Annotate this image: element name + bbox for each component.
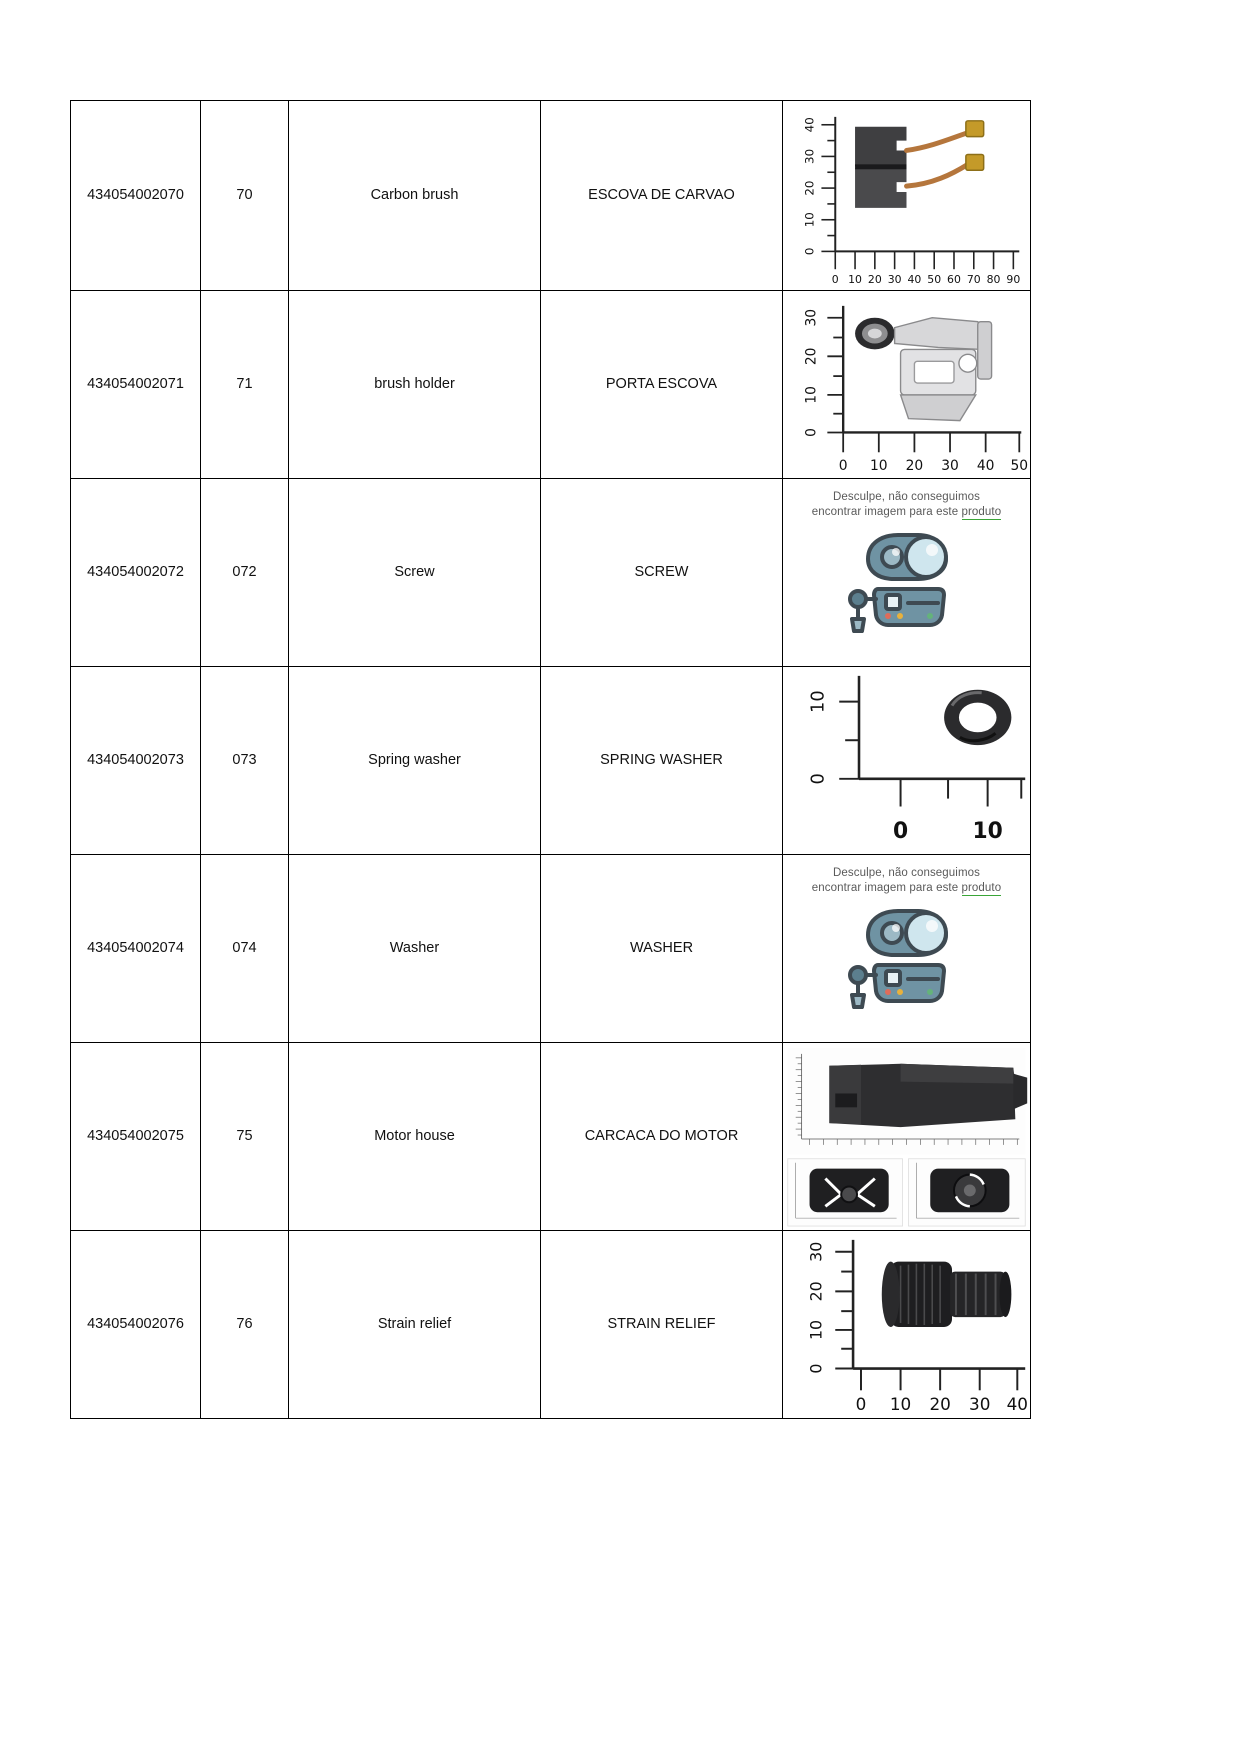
- svg-text:30: 30: [941, 457, 959, 474]
- cell-part-number: [71, 291, 201, 479]
- table-row: [71, 667, 1031, 855]
- cell-part-number: [71, 1231, 201, 1419]
- svg-text:20: 20: [803, 346, 820, 365]
- svg-text:10: 10: [802, 211, 817, 227]
- cell-index: [201, 291, 289, 479]
- robot-camera-icon: [842, 901, 972, 1013]
- svg-text:40: 40: [976, 457, 995, 474]
- ruler-figure: [783, 1232, 1030, 1418]
- cell-name-pt: [541, 1231, 783, 1419]
- cell-name-en: [289, 667, 541, 855]
- svg-text:0: 0: [855, 1393, 867, 1414]
- name-pt-text: PORTA ESCOVA: [605, 376, 718, 393]
- cell-index: [201, 1231, 289, 1419]
- svg-text:30: 30: [806, 1241, 826, 1262]
- name-pt-text: ESCOVA DE CARVAO: [588, 187, 735, 204]
- svg-text:10: 10: [807, 689, 829, 713]
- cell-index: [201, 1043, 289, 1231]
- part-number-text: 434054002076: [87, 1316, 184, 1333]
- cell-name-en: [289, 291, 541, 479]
- svg-text:0: 0: [803, 427, 820, 437]
- svg-text:0: 0: [802, 247, 817, 255]
- cell-image: [783, 1231, 1031, 1419]
- cell-part-number: [71, 667, 201, 855]
- spring-washer-photo: [783, 668, 1030, 854]
- placeholder-line2-prefix: encontrar imagem para este: [811, 882, 962, 895]
- placeholder-line2-prefix: encontrar imagem para este: [811, 506, 962, 519]
- strain-relief-photo: [783, 1232, 1030, 1418]
- part-number-text: 434054002071: [87, 376, 184, 393]
- index-text: 75: [236, 1128, 253, 1145]
- brush-holder-photo: [783, 292, 1030, 478]
- name-en-text: Screw: [394, 564, 435, 581]
- cell-name-pt: [541, 101, 783, 291]
- svg-text:0: 0: [831, 272, 839, 286]
- cell-image: [783, 479, 1031, 667]
- cell-name-pt: [541, 667, 783, 855]
- cell-index: [201, 667, 289, 855]
- cell-name-en: [289, 101, 541, 291]
- svg-text:50: 50: [927, 272, 942, 286]
- cell-name-en: [289, 855, 541, 1043]
- svg-text:50: 50: [1010, 457, 1029, 474]
- cell-index: [201, 101, 289, 291]
- svg-text:40: 40: [907, 272, 922, 286]
- motor-housing-photo: [783, 1044, 1030, 1230]
- no-image-placeholder: [783, 480, 1030, 666]
- name-pt-text: WASHER: [629, 940, 694, 957]
- cell-name-pt: [541, 855, 783, 1043]
- svg-text:0: 0: [807, 772, 829, 784]
- placeholder-message: [812, 490, 1001, 521]
- svg-text:30: 30: [887, 272, 902, 286]
- cell-part-number: [71, 1043, 201, 1231]
- cell-image: [783, 1043, 1031, 1231]
- svg-text:0: 0: [892, 818, 909, 844]
- placeholder-line1: Desculpe, não conseguimos: [833, 490, 980, 503]
- svg-text:30: 30: [803, 308, 820, 327]
- name-en-text: Strain relief: [377, 1316, 452, 1333]
- index-text: 072: [232, 564, 257, 581]
- parts-table: [70, 100, 1031, 1419]
- placeholder-product-link[interactable]: produto: [961, 506, 1002, 519]
- part-number-text: 434054002070: [87, 187, 184, 204]
- cell-name-pt: [541, 291, 783, 479]
- ruler-figure: [783, 292, 1030, 478]
- carbon-brush-photo: [783, 103, 1030, 289]
- cell-part-number: [71, 855, 201, 1043]
- table-row: [71, 855, 1031, 1043]
- cell-name-pt: [541, 1043, 783, 1231]
- cell-index: [201, 479, 289, 667]
- part-number-text: 434054002075: [87, 1128, 184, 1145]
- table-row: [71, 1043, 1031, 1231]
- cell-index: [201, 855, 289, 1043]
- svg-text:20: 20: [806, 1280, 826, 1301]
- cell-name-en: [289, 1043, 541, 1231]
- svg-text:40: 40: [802, 116, 817, 132]
- index-text: 76: [236, 1316, 253, 1333]
- index-text: 70: [236, 187, 253, 204]
- table-row: [71, 101, 1031, 291]
- svg-text:40: 40: [1006, 1393, 1028, 1414]
- svg-text:30: 30: [802, 148, 817, 164]
- svg-text:10: 10: [803, 385, 820, 404]
- cell-image: [783, 291, 1031, 479]
- table-row: [71, 291, 1031, 479]
- svg-text:10: 10: [972, 818, 1003, 844]
- name-en-text: Washer: [389, 940, 440, 957]
- ruler-figure: [783, 668, 1030, 854]
- svg-text:10: 10: [806, 1319, 826, 1340]
- ruler-figure: [783, 103, 1030, 289]
- svg-text:0: 0: [806, 1363, 826, 1374]
- svg-text:30: 30: [969, 1393, 991, 1414]
- svg-text:70: 70: [966, 272, 981, 286]
- name-en-text: Carbon brush: [370, 187, 459, 204]
- svg-text:20: 20: [802, 180, 817, 196]
- cell-name-en: [289, 1231, 541, 1419]
- index-text: 073: [232, 752, 257, 769]
- table-row: [71, 1231, 1031, 1419]
- svg-text:60: 60: [947, 272, 961, 286]
- placeholder-line1: Desculpe, não conseguimos: [833, 866, 980, 879]
- cell-image: [783, 101, 1031, 291]
- cell-name-pt: [541, 479, 783, 667]
- name-pt-text: SCREW: [634, 564, 689, 581]
- table-row: [71, 479, 1031, 667]
- part-number-text: 434054002072: [87, 564, 184, 581]
- cell-name-en: [289, 479, 541, 667]
- cell-part-number: [71, 101, 201, 291]
- svg-text:20: 20: [929, 1393, 951, 1414]
- index-text: 71: [236, 376, 253, 393]
- name-en-text: Motor house: [374, 1128, 455, 1145]
- index-text: 074: [232, 940, 257, 957]
- placeholder-message: [812, 866, 1001, 897]
- name-pt-text: SPRING WASHER: [600, 752, 723, 769]
- svg-text:10: 10: [869, 457, 888, 474]
- svg-text:0: 0: [838, 457, 848, 474]
- robot-camera-icon: [842, 525, 972, 637]
- svg-text:90: 90: [1006, 272, 1021, 286]
- placeholder-product-link[interactable]: produto: [961, 882, 1002, 895]
- no-image-placeholder: [783, 856, 1030, 1042]
- cell-image: [783, 667, 1031, 855]
- part-number-text: 434054002073: [87, 752, 184, 769]
- cell-image: [783, 855, 1031, 1043]
- name-en-text: brush holder: [374, 376, 455, 393]
- name-en-text: Spring washer: [368, 752, 461, 769]
- parts-table-body: [71, 101, 1031, 1419]
- photo-composite-figure: [783, 1044, 1030, 1230]
- svg-text:20: 20: [905, 457, 924, 474]
- svg-text:80: 80: [986, 272, 1001, 286]
- svg-text:20: 20: [867, 272, 882, 286]
- svg-text:10: 10: [889, 1393, 912, 1414]
- svg-text:10: 10: [848, 272, 862, 286]
- cell-part-number: [71, 479, 201, 667]
- name-pt-text: CARCACA DO MOTOR: [584, 1128, 739, 1145]
- part-number-text: 434054002074: [87, 940, 184, 957]
- name-pt-text: STRAIN RELIEF: [607, 1316, 716, 1333]
